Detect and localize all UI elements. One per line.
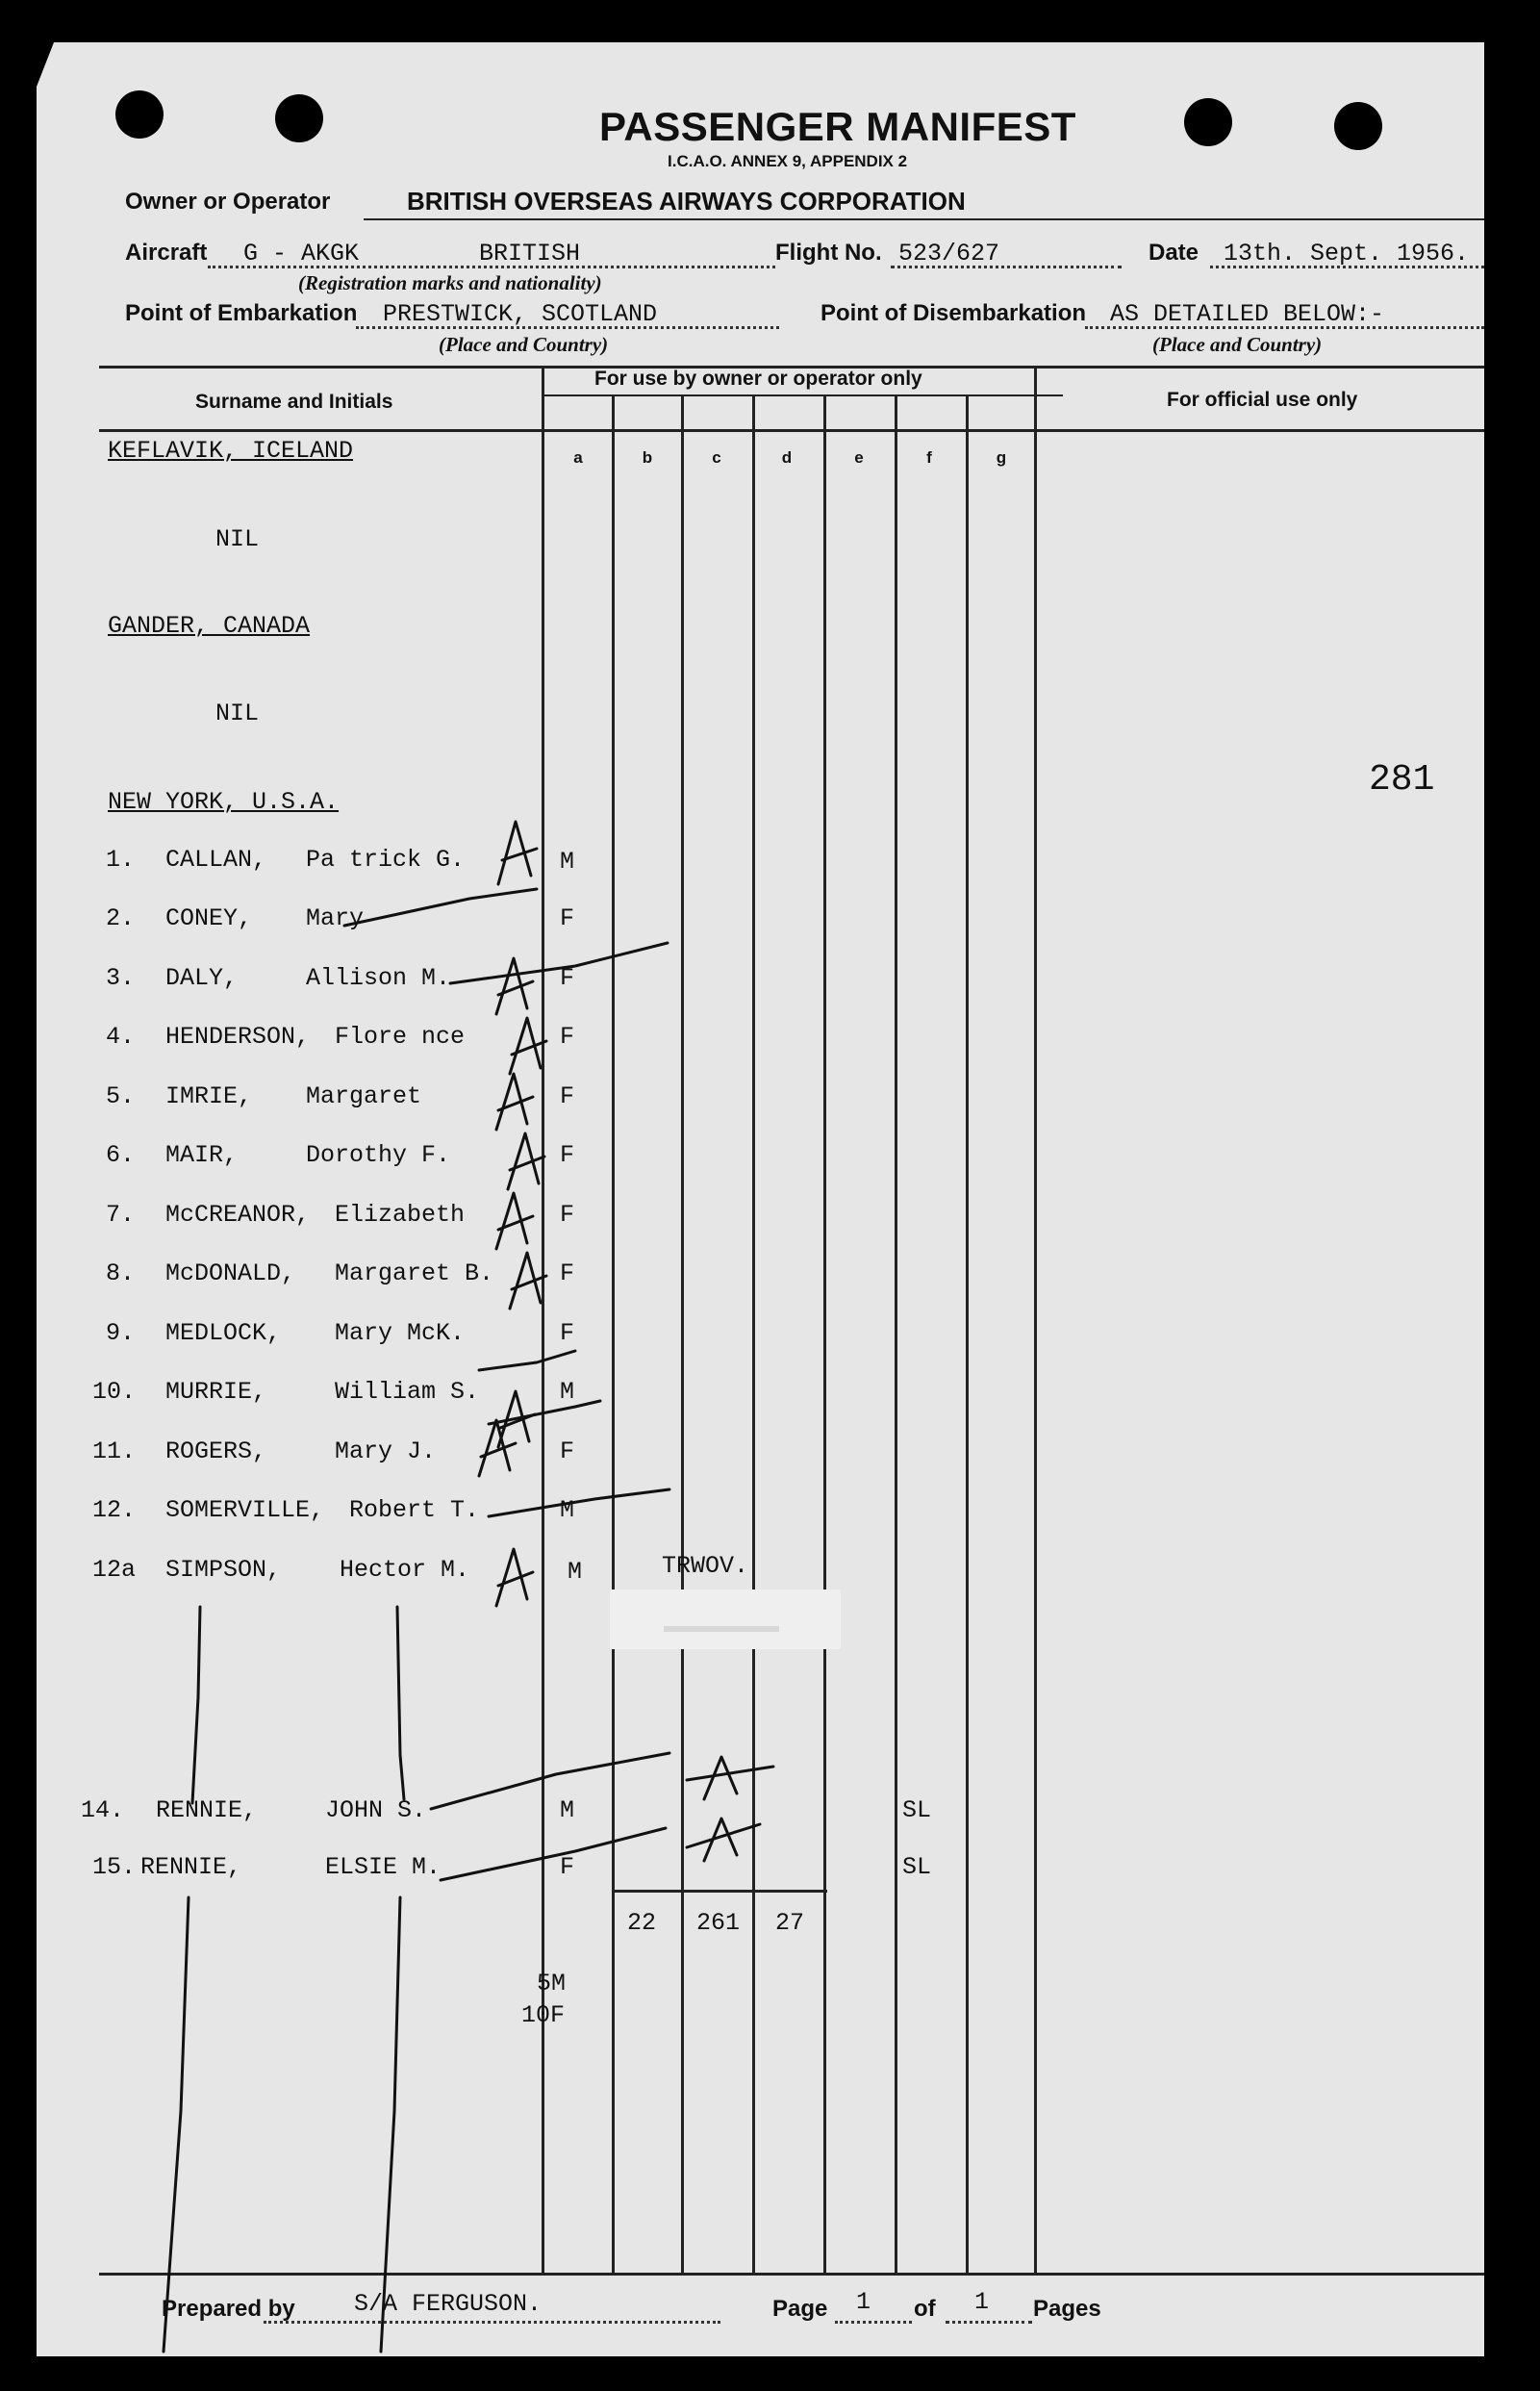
- check-mark-icon: [496, 1074, 533, 1130]
- column-header-f: f: [926, 448, 932, 467]
- strike-line: [431, 1753, 669, 1809]
- sex-code: F: [560, 904, 575, 932]
- remark-sl: SL: [902, 1796, 932, 1824]
- registration-note: (Registration marks and nationality): [298, 271, 602, 294]
- strike-line: [441, 1828, 666, 1880]
- male-count: 5M: [537, 1970, 567, 1997]
- correction-patch: [664, 1626, 779, 1632]
- check-mark-icon: [496, 1193, 533, 1249]
- place-country-note: (Place and Country): [1152, 333, 1323, 356]
- owner-value: BRITISH OVERSEAS AIRWAYS CORPORATION: [407, 187, 966, 216]
- place-country-note: (Place and Country): [439, 333, 609, 356]
- check-mark-icon: [510, 1018, 546, 1074]
- sex-code: F: [560, 1437, 575, 1465]
- form-subtitle: I.C.A.O. ANNEX 9, APPENDIX 2: [668, 152, 908, 170]
- page-label: Page: [772, 2296, 828, 2322]
- remark-trwov: TRWOV.: [662, 1552, 749, 1580]
- column-header-d: d: [781, 448, 793, 467]
- flight-no-label: Flight No.: [775, 240, 882, 266]
- owner-label: Owner or Operator: [125, 189, 331, 215]
- aircraft-label: Aircraft: [125, 240, 208, 266]
- aircraft-nationality: BRITISH: [479, 240, 581, 267]
- sex-code: M: [560, 1496, 575, 1524]
- disembarkation-value: AS DETAILED BELOW:-: [1110, 300, 1385, 328]
- sex-code: F: [560, 1201, 575, 1229]
- column-header-c: c: [712, 448, 721, 467]
- column-header-surname: Surname and Initials: [195, 391, 393, 413]
- strike-line: [479, 1351, 575, 1370]
- check-mark-icon: [508, 1133, 544, 1189]
- sex-code: M: [568, 1558, 583, 1586]
- sex-code: M: [560, 848, 575, 876]
- strike-line: [489, 1401, 600, 1424]
- manifest-page: PASSENGER MANIFEST I.C.A.O. ANNEX 9, APPENDIX 2 Owner or Operator BRITISH OVERSEAS AIRWAYS CORPORATION Aircraft G - AKGK BRITISH Flight No. 523/627 Date 13th. Sept. 1956. (Registration marks and nationality) Point of Embarkation PRESTWICK, SCOTLAND Point of Disembarkation AS DETAILED BELOW:- (Place and Country) (Place and Country) Surname and Initials For use by owner or operator only For official use only a b c d e f g KEFLAVIK, ICELAND NIL GANDER, CANADA NIL NEW YORK, U.S.A. 281 1. CALLAN, Pa trick G. M 2. CONEY, Mary F 3. DALY, Allison M. F 4. HENDERSON, Flore nce F 5. IMRIE, Margaret F 6. MAIR, Dorothy F. F 7. McCREANOR, Elizabeth F 8. McDONALD, Margaret B. F 9. MEDLOCK, Mary McK. F 10. MURRIE, William S. M 11. ROGERS, Mary J. F 12. SOMERVILLE, Robert T. M 12a SIMPSON, Hector M. M TRWOV. 14. RENNIE, JOHN S. M SL 15. RENNIE, ELSIE M. F SL 22 261 27 5M 10F Prepared by S/A FERGUSON. Page 1 of 1 Pages: [37, 42, 1484, 2356]
- section-nil: NIL: [215, 525, 260, 553]
- of-label: of: [914, 2296, 936, 2322]
- sex-code: F: [560, 1259, 575, 1287]
- column-header-g: g: [996, 448, 1007, 467]
- remark-sl: SL: [902, 1853, 932, 1881]
- check-mark-icon: [496, 1549, 533, 1606]
- female-count: 10F: [521, 2001, 566, 2029]
- sex-code: M: [560, 1378, 575, 1406]
- strike-line: [450, 943, 668, 983]
- section-heading-new-york: NEW YORK, U.S.A.: [108, 788, 340, 816]
- sex-code: F: [560, 1319, 575, 1347]
- total-col-b: 22: [627, 1909, 657, 1937]
- column-header-e: e: [854, 448, 864, 467]
- section-nil: NIL: [215, 699, 260, 727]
- pen-line: [397, 1607, 404, 1799]
- page-value: 1: [856, 2288, 871, 2316]
- prepared-by-value: S/A FERGUSON.: [354, 2290, 543, 2318]
- total-col-d: 27: [775, 1909, 805, 1937]
- form-title: PASSENGER MANIFEST: [599, 104, 1076, 149]
- date-label: Date: [1149, 240, 1199, 266]
- sex-code: F: [560, 1853, 575, 1881]
- total-col-c: 261: [696, 1909, 741, 1937]
- pen-line: [192, 1607, 200, 1803]
- column-header-owner-use: For use by owner or operator only: [594, 368, 922, 390]
- check-mark-icon: [498, 822, 537, 884]
- section-heading-gander: GANDER, CANADA: [108, 612, 311, 640]
- check-mark-icon: [687, 1819, 760, 1861]
- of-value: 1: [974, 2288, 990, 2316]
- sex-code: F: [560, 1023, 575, 1051]
- check-mark-icon: [687, 1757, 773, 1799]
- check-mark-icon: [496, 958, 533, 1014]
- flight-no-value: 523/627: [898, 240, 1000, 267]
- pen-line: [381, 1897, 400, 2352]
- column-header-official-use: For official use only: [1167, 389, 1358, 411]
- disembarkation-label: Point of Disembarkation: [820, 300, 1087, 326]
- sex-code: F: [560, 1082, 575, 1110]
- prepared-by-label: Prepared by: [162, 2296, 295, 2322]
- official-page-number: 281: [1369, 759, 1435, 801]
- sex-code: F: [560, 964, 575, 992]
- pages-label: Pages: [1033, 2296, 1101, 2322]
- date-value: 13th. Sept. 1956.: [1224, 240, 1470, 267]
- sex-code: F: [560, 1141, 575, 1169]
- strike-line: [489, 1489, 669, 1516]
- sex-code: M: [560, 1796, 575, 1824]
- embarkation-value: PRESTWICK, SCOTLAND: [383, 300, 658, 328]
- correction-patch: [610, 1590, 841, 1649]
- column-header-a: a: [573, 448, 583, 467]
- embarkation-label: Point of Embarkation: [125, 300, 358, 326]
- pen-line: [164, 1897, 189, 2352]
- check-mark-icon: [510, 1253, 546, 1309]
- column-header-b: b: [642, 448, 653, 467]
- aircraft-registration: G - AKGK: [243, 240, 360, 267]
- handwritten-marks: [37, 42, 1484, 2356]
- strike-line: [344, 889, 537, 926]
- section-heading-keflavik: KEFLAVIK, ICELAND: [108, 437, 354, 465]
